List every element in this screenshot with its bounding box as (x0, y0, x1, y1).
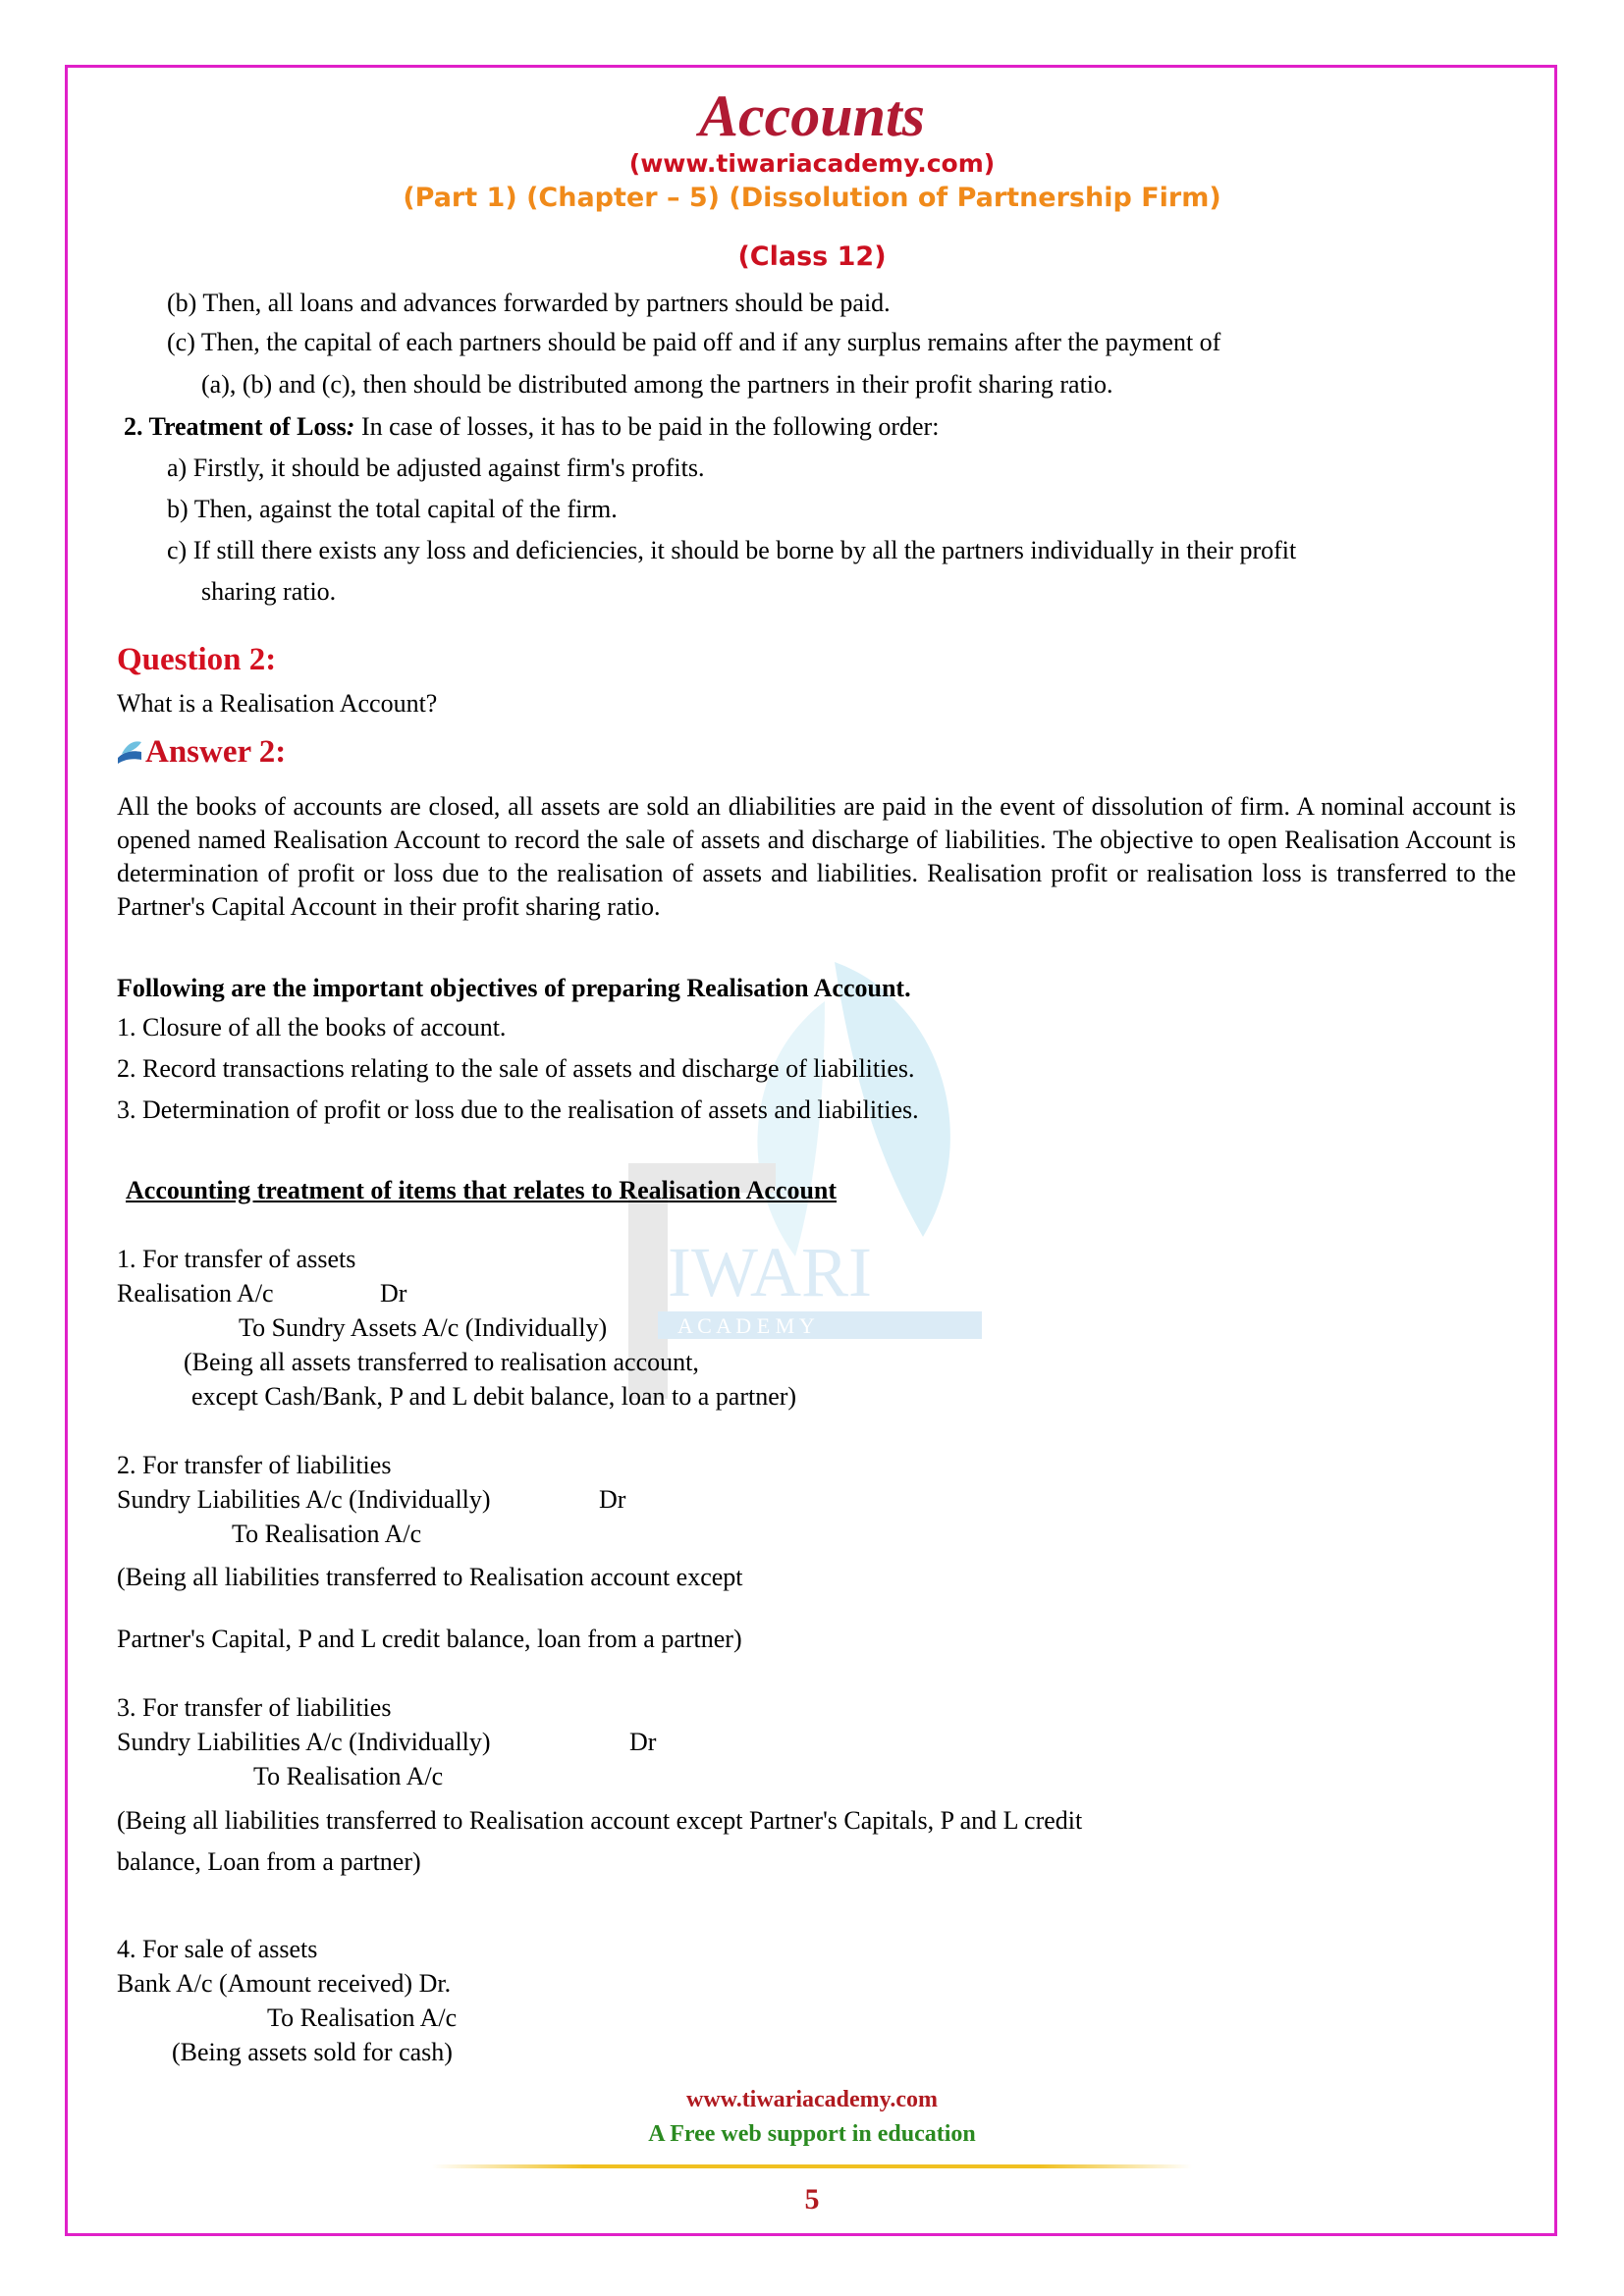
loss-item-c-line2: sharing ratio. (201, 577, 337, 606)
loss-item-a: a) Firstly, it should be adjusted against firm's profits. (167, 454, 705, 482)
loss-treatment-line (124, 410, 939, 444)
entry2-credit: To Realisation A/c (232, 1520, 422, 1548)
answer-heading: Answer 2: (145, 734, 287, 770)
entry3-title: 3. For transfer of liabilities (117, 1693, 392, 1722)
watermark-sub: A C A D E M Y (677, 1313, 815, 1338)
footer-tagline: A Free web support in education (648, 2121, 976, 2147)
header-website: (www.tiwariacademy.com) (628, 149, 996, 178)
answer-paragraph: All the books of accounts are closed, all assets are sold an dliabilities are paid in the event of dissolution of firm. A nominal account is opened named Realisation Account to record the sale of assets and discharge of liabilities. The objective to open Realisation Account is determination of profit or loss due to the realisation of assets and liabilities. Realisation profit or realisation loss is transferred to the Partner's Capital Account in their profit sharing ratio. (117, 792, 1516, 921)
page-title: Accounts (698, 83, 926, 148)
objectives-heading: Following are the important objectives of preparing Realisation Account. (117, 974, 911, 1002)
entry3-credit: To Realisation A/c (253, 1762, 444, 1790)
question-heading: Question 2: (117, 642, 277, 677)
intro-item-c-line2: (a), (b) and (c), then should be distributed among the partners in their profit sharing ratio. (201, 370, 1113, 399)
chapter-line: (Part 1) (Chapter – 5) (Dissolution of Partnership Firm) (403, 183, 1221, 213)
entry3-debit: Sundry Liabilities A/c (Individually) (117, 1728, 491, 1756)
entry2-narration2: Partner's Capital, P and L credit balance, loan from a partner) (117, 1625, 742, 1653)
class-label: (Class 12) (737, 241, 887, 272)
loss-item-c-line1: c) If still there exists any loss and deficiencies, it should be borne by all the partners individually in their profit (167, 536, 1297, 564)
entry2-debit: Sundry Liabilities A/c (Individually) (117, 1485, 491, 1514)
entry3-dr: Dr (629, 1728, 657, 1756)
objective-item: 3. Determination of profit or loss due to the realisation of assets and liabilities. (117, 1095, 919, 1124)
entry2-narration1: (Being all liabilities transferred to Realisation account except (117, 1563, 743, 1591)
entry2-title: 2. For transfer of liabilities (117, 1451, 392, 1479)
entry2-dr: Dr (599, 1485, 626, 1514)
objective-item: 1. Closure of all the books of account. (117, 1013, 507, 1041)
entry4-debit: Bank A/c (Amount received) Dr. (117, 1969, 452, 1998)
question-text: What is a Realisation Account? (117, 689, 438, 718)
entry4-narration1: (Being assets sold for cash) (172, 2038, 453, 2066)
objective-item: 2. Record transactions relating to the sale of assets and discharge of liabilities. (117, 1054, 915, 1083)
book-icon (116, 738, 143, 764)
entry1-debit: Realisation A/c (117, 1279, 274, 1308)
entry1-credit: To Sundry Assets A/c (Individually) (239, 1313, 608, 1342)
page-number: 5 (804, 2183, 820, 2216)
footer-divider (432, 2164, 1192, 2168)
entry4-title: 4. For sale of assets (117, 1935, 318, 1963)
intro-item-c-line1: (c) Then, the capital of each partners should be paid off and if any surplus remains after the payment of (167, 328, 1221, 356)
intro-item-b: (b) Then, all loans and advances forwarded by partners should be paid. (167, 289, 891, 317)
loss-heading: 2. Treatment of Loss (124, 412, 347, 441)
treatment-heading: Accounting treatment of items that relates to Realisation Account (126, 1176, 838, 1204)
entry3-narration1: (Being all liabilities transferred to Realisation account except Partner's Capitals, P and L credit (117, 1806, 1083, 1835)
entry1-title: 1. For transfer of assets (117, 1245, 356, 1273)
entry1-narration1: (Being all assets transferred to realisation account, (184, 1348, 699, 1376)
entry3-narration2: balance, Loan from a partner) (117, 1847, 421, 1876)
watermark-word: IWARI (668, 1233, 872, 1311)
loss-text: In case of losses, it has to be paid in the following order: (354, 412, 940, 441)
entry4-credit: To Realisation A/c (267, 2003, 458, 2032)
loss-item-b: b) Then, against the total capital of the firm. (167, 495, 618, 523)
footer-website: www.tiwariacademy.com (686, 2087, 938, 2112)
loss-colon: : (346, 412, 355, 441)
entry1-dr: Dr (380, 1279, 407, 1308)
entry1-narration2: except Cash/Bank, P and L debit balance, loan to a partner) (191, 1382, 797, 1411)
